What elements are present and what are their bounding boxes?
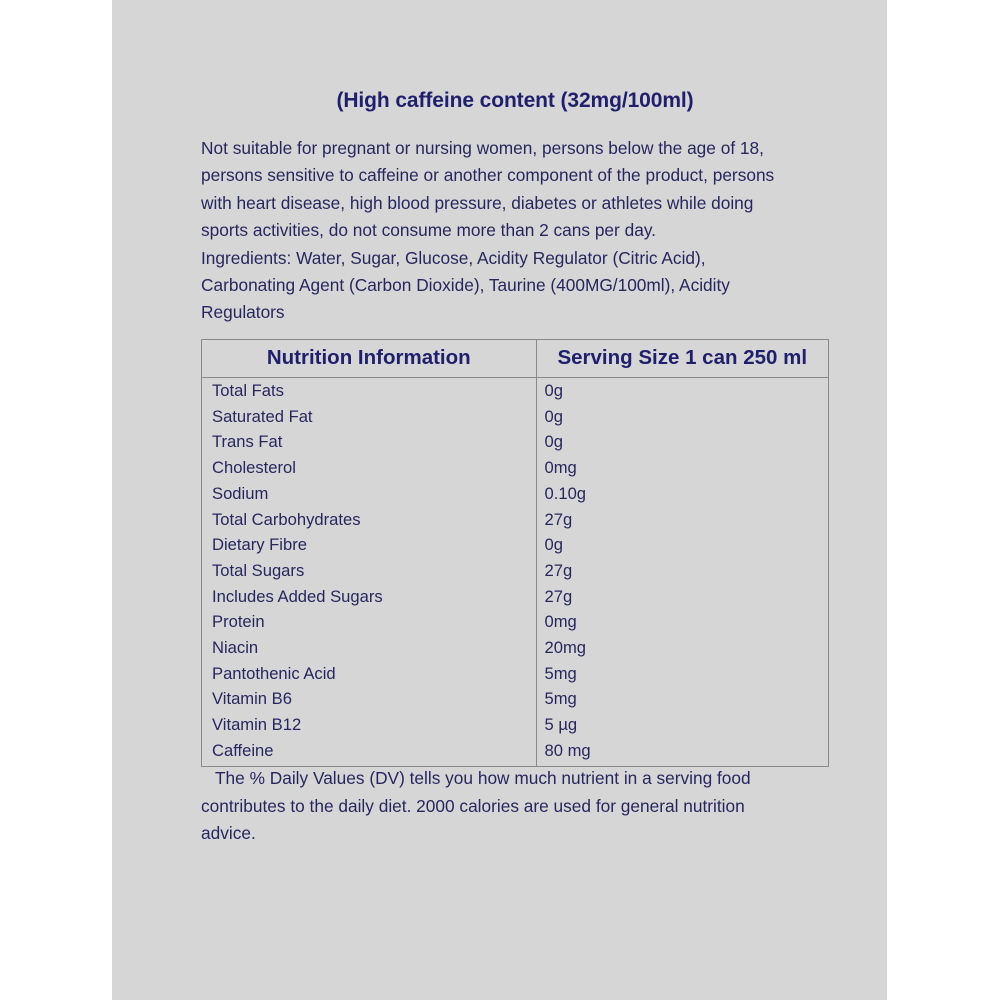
nutrient-name-cell: Saturated Fat	[202, 404, 536, 430]
table-row	[202, 635, 828, 661]
table-row	[202, 661, 828, 687]
nutrient-name-cell: Cholesterol	[202, 455, 536, 481]
nutrient-name-cell: Total Fats	[202, 378, 536, 404]
table-row	[202, 507, 828, 533]
nutrition-table-body	[202, 378, 828, 766]
table-row	[202, 455, 828, 481]
nutrient-name-cell: Pantothenic Acid	[202, 661, 536, 687]
column-header-serving-size: Serving Size 1 can 250 ml	[536, 340, 828, 378]
table-row	[202, 609, 828, 635]
daily-value-footnote	[201, 765, 801, 848]
nutrient-name-cell: Dietary Fibre	[202, 532, 536, 558]
nutrient-amount-cell: 5mg	[544, 689, 577, 709]
daily-value-footnote-text: The % Daily Values (DV) tells you how much nutrient in a serving food contributes to the daily diet. 2000 calories are used for general nutrition advice.	[201, 768, 751, 844]
nutrient-name-cell: Total Sugars	[202, 558, 536, 584]
nutrient-amount-cell: 27g	[544, 586, 573, 606]
nutrient-amount-cell: 20mg	[544, 638, 587, 658]
nutrient-name-cell: Sodium	[202, 481, 536, 507]
table-row	[202, 686, 828, 712]
nutrient-amount-cell: 0g	[544, 406, 563, 426]
nutrient-amount-cell: 0g	[544, 381, 563, 400]
nutrient-amount-cell: 5 µg	[544, 715, 578, 735]
nutrient-name-cell: Protein	[202, 609, 536, 635]
column-header-nutrition-information: Nutrition Information	[202, 340, 536, 378]
table-row	[202, 558, 828, 584]
nutrient-name-cell: Total Carbohydrates	[202, 507, 536, 533]
product-label-panel	[112, 0, 887, 1000]
label-body-text	[201, 135, 801, 327]
nutrient-amount-cell: 0.10g	[544, 483, 587, 503]
nutrient-name-cell: Includes Added Sugars	[202, 584, 536, 610]
nutrient-amount-cell: 80 mg	[544, 740, 591, 760]
nutrient-amount-cell: 27g	[544, 509, 573, 529]
table-row	[202, 712, 828, 738]
table-row	[202, 738, 828, 766]
caffeine-warning-text: Not suitable for pregnant or nursing women, persons below the age of 18, persons sensitive to caffeine or another component of the product, persons with heart disease, high blood pressure, diabetes or athletes while doing sports activities, do not consume more than 2 cans per day.	[201, 138, 775, 241]
table-row	[202, 532, 828, 558]
nutrition-information-table	[201, 339, 829, 767]
nutrient-name-cell: Trans Fat	[202, 429, 536, 455]
nutrient-amount-cell: 27g	[544, 560, 573, 580]
nutrient-name-cell: Vitamin B6	[202, 686, 536, 712]
table-header-row	[202, 340, 828, 378]
nutrient-name-cell: Niacin	[202, 635, 536, 661]
table-row	[202, 481, 828, 507]
table-row	[202, 404, 828, 430]
table-row	[202, 378, 828, 404]
nutrient-name-cell: Vitamin B12	[202, 712, 536, 738]
nutrient-amount-cell: 0g	[544, 432, 563, 452]
caffeine-content-title: (High caffeine content (32mg/100ml)	[336, 89, 694, 112]
nutrient-amount-cell: 5mg	[544, 663, 577, 683]
nutrient-amount-cell: 0mg	[544, 612, 577, 632]
ingredients-text: Ingredients: Water, Sugar, Glucose, Acidity Regulator (Citric Acid), Carbonating Agent (Carbon Dioxide), Taurine (400MG/100ml), Acidity Regulators	[201, 247, 730, 323]
table-row	[202, 429, 828, 455]
nutrient-name-cell: Caffeine	[202, 738, 536, 766]
nutrient-amount-cell: 0mg	[544, 458, 577, 478]
nutrient-amount-cell: 0g	[544, 535, 563, 555]
table-row	[202, 584, 828, 610]
